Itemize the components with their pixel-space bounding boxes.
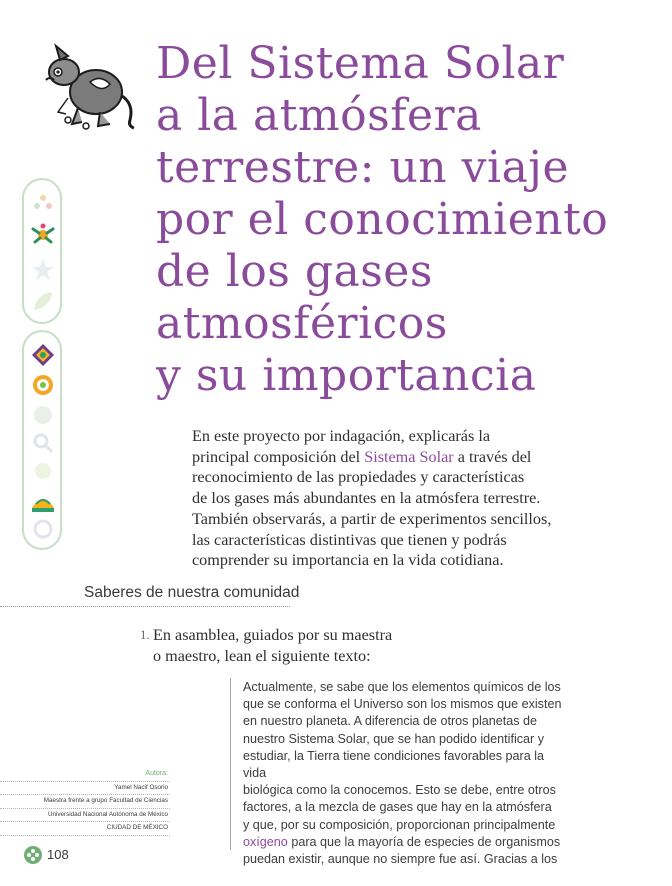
- title-line: atmosféricos: [156, 298, 448, 349]
- reading-line: en nuestro planeta. A diferencia de otros planetas de: [243, 714, 538, 729]
- intro-paragraph: [192, 426, 552, 571]
- pale-circle-icon: [30, 516, 56, 542]
- intro-line: También observarás, a partir de experimentos sencillos,: [192, 509, 552, 528]
- reading-line: Actualmente, se sabe que los elementos químicos de los: [243, 680, 561, 694]
- glossary-term[interactable]: oxígeno: [243, 834, 288, 849]
- author-role: Maestra frente a grupo Facultad de Ciencias: [0, 795, 170, 809]
- intro-line: reconocimiento de las propiedades y características: [192, 468, 525, 487]
- author-label: Autora:: [0, 768, 170, 782]
- diamond-icon: [30, 342, 56, 368]
- author-name: Yamel Nacif Osorio: [0, 782, 170, 796]
- intro-line: de los gases más abundantes en la atmósfera terrestre.: [192, 489, 541, 508]
- page-title: [156, 38, 656, 402]
- section-divider: [0, 606, 290, 607]
- reading-line: que se conforma el Universo son los mismos que existen: [243, 697, 562, 712]
- intro-text: principal composición del: [192, 447, 365, 466]
- pale-ring-icon: [30, 430, 56, 456]
- pale-flower-icon: [30, 190, 56, 216]
- author-credit: [0, 768, 170, 836]
- reading-line: y que, por su composición, proporcionan principalmente: [243, 817, 556, 832]
- pale-star-icon: [30, 256, 56, 282]
- step-line: En asamblea, guiados por su maestra: [153, 626, 393, 644]
- dome-icon: [30, 488, 56, 514]
- glossary-term[interactable]: Sistema Solar: [364, 447, 454, 466]
- step-line: o maestro, lean el siguiente texto:: [153, 646, 371, 665]
- reading-line: puedan existir, aunque no siempre fue así. Gracias a los: [243, 852, 558, 867]
- rodent-mascot-icon: [38, 42, 138, 132]
- sidebar-icons-top: [22, 178, 62, 324]
- title-line: por el conocimiento: [156, 194, 609, 245]
- reading-divider: [230, 678, 231, 850]
- reading-text-fragment: para que la mayoría de especies de organismos: [287, 834, 561, 849]
- sidebar-icons-bottom: [22, 330, 62, 550]
- title-line: de los gases: [156, 246, 433, 297]
- reading-line: factores, a la mezcla de gases que hay en la atmósfera: [243, 800, 552, 815]
- reading-line: estudiar, la Tierra tiene condiciones favorables para la vida: [243, 748, 545, 781]
- title-line: Del Sistema Solar: [156, 38, 565, 89]
- step-number: 1.: [140, 627, 150, 642]
- intro-text: a través del: [453, 447, 532, 466]
- flower-badge-icon: [24, 846, 42, 864]
- sun-figure-icon: [30, 222, 56, 248]
- pale-leaf-icon: [30, 288, 56, 314]
- title-line: terrestre: un viaje: [156, 142, 569, 193]
- page-number: 108: [47, 847, 69, 862]
- reading-line: nuestro Sistema Solar, que se han podido identificar y: [243, 731, 545, 746]
- author-city: CIUDAD DE MÉXICO: [0, 822, 170, 836]
- title-line: a la atmósfera: [156, 90, 482, 141]
- title-line: y su importancia: [156, 350, 537, 401]
- section-heading: Saberes de nuestra comunidad: [84, 584, 300, 601]
- author-institution: Universidad Nacional Autónoma de México: [0, 809, 170, 823]
- intro-line: las características distintivas que tienen y podrás: [192, 530, 507, 549]
- intro-line: En este proyecto por indagación, explicarás la: [192, 427, 490, 445]
- step-item: [140, 625, 400, 666]
- intro-line: comprender su importancia en la vida cotidiana.: [192, 551, 504, 570]
- spiral-icon: [30, 372, 56, 398]
- reading-line: [243, 834, 563, 851]
- reading-text: [243, 679, 563, 868]
- pale-globe-icon: [30, 402, 56, 428]
- pale-tree-icon: [30, 460, 56, 486]
- intro-line: [192, 447, 552, 468]
- reading-line: biológica como la conocemos. Esto se debe, entre otros: [243, 783, 556, 798]
